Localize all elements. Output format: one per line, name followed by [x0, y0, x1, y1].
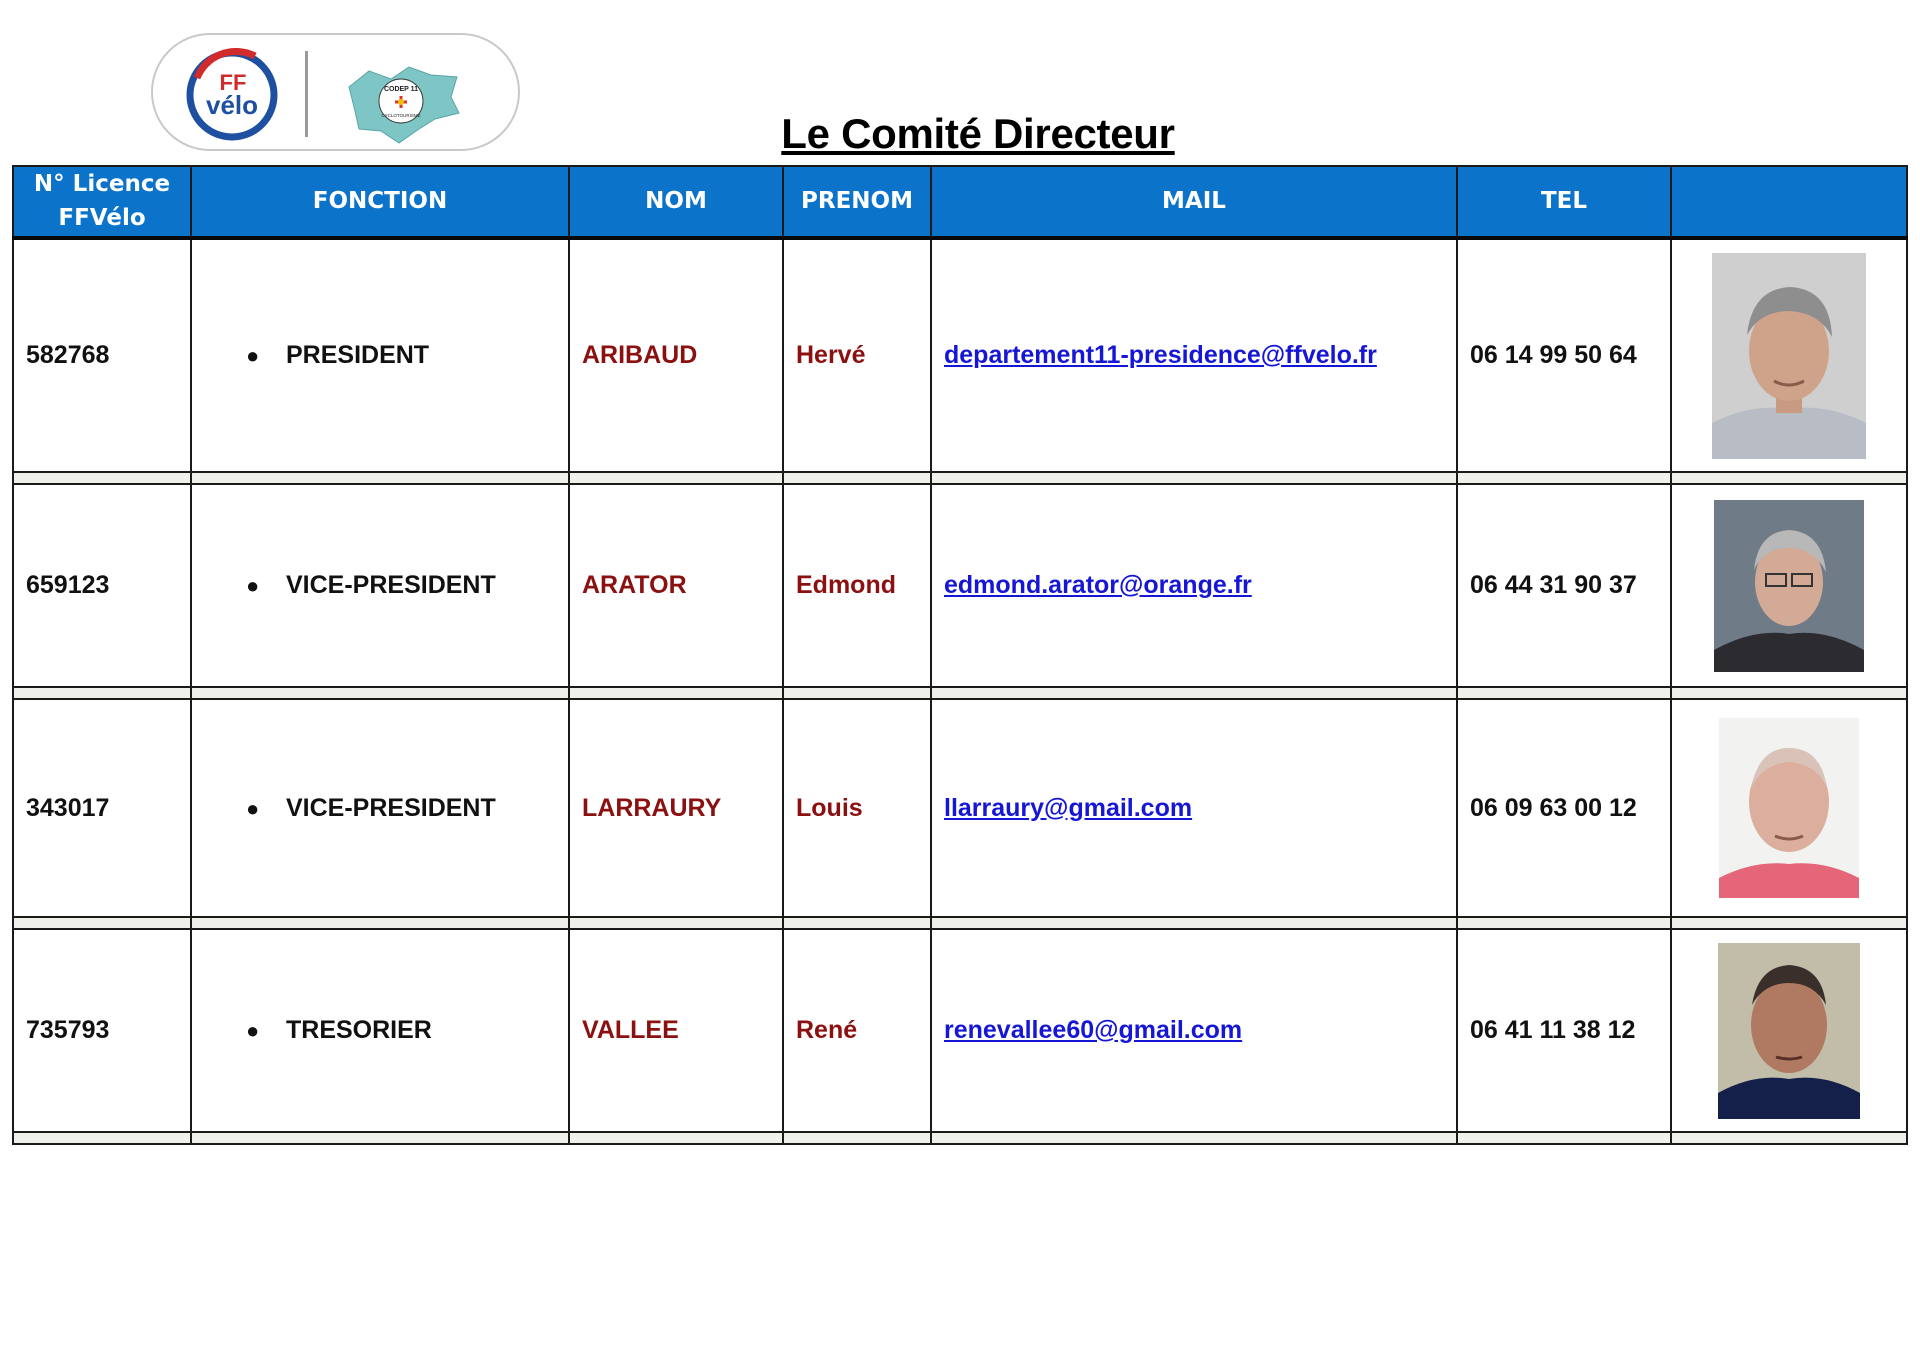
- header-photo: [1671, 166, 1907, 238]
- codep-logo-text: CODEP 11: [383, 86, 419, 93]
- fonction-label: PRESIDENT: [286, 341, 430, 369]
- nom-cell: LARRAURY: [569, 699, 783, 917]
- fonction-cell: [191, 699, 569, 917]
- table-row: [13, 484, 1907, 687]
- bullet-icon: ●: [246, 795, 260, 821]
- fonction-cell: [191, 238, 569, 472]
- fonction-label: VICE-PRESIDENT: [286, 793, 496, 822]
- photo-cell: [1671, 484, 1907, 687]
- prenom-cell: Edmond: [783, 484, 931, 687]
- licence-cell: 659123: [13, 484, 191, 687]
- header-licence: [13, 166, 191, 238]
- row-spacer: [13, 687, 1907, 699]
- codep-logo: [339, 57, 467, 145]
- bullet-icon: ●: [246, 573, 260, 598]
- fonction-label: VICE-PRESIDENT: [286, 571, 496, 599]
- nom-cell: ARATOR: [569, 484, 783, 687]
- codep-logo-subtext: CYCLOTOURISME: [381, 113, 421, 118]
- fonction-cell: [191, 484, 569, 687]
- mail-cell: [931, 699, 1457, 917]
- fonction-cell: [191, 929, 569, 1132]
- mail-cell: [931, 929, 1457, 1132]
- licence-cell: 582768: [13, 238, 191, 472]
- logo-banner: [151, 33, 520, 151]
- photo-cell: [1671, 929, 1907, 1132]
- table-row: [13, 699, 1907, 917]
- tel-cell: 06 41 11 38 12: [1457, 929, 1671, 1132]
- header-tel: TEL: [1457, 166, 1671, 238]
- logo-divider: [305, 51, 308, 137]
- mail-link[interactable]: departement11-presidence@ffvelo.fr: [944, 341, 1377, 369]
- photo-cell: [1671, 238, 1907, 472]
- nom-cell: ARIBAUD: [569, 238, 783, 472]
- committee-table: [12, 165, 1908, 1145]
- nom-cell: VALLEE: [569, 929, 783, 1132]
- tel-cell: 06 14 99 50 64: [1457, 238, 1671, 472]
- ffvelo-logo: [185, 48, 279, 142]
- page-title: Le Comité Directeur: [781, 110, 1175, 157]
- header-licence-line1: N° Licence: [33, 171, 171, 198]
- row-spacer: [13, 917, 1907, 929]
- row-spacer: [13, 472, 1907, 484]
- header-prenom: PRENOM: [783, 166, 931, 238]
- bullet-icon: ●: [246, 1018, 260, 1043]
- table-header-row: [13, 166, 1907, 238]
- portrait-photo-1: [1712, 253, 1866, 459]
- ffvelo-logo-top: FF: [219, 70, 247, 95]
- header-licence-line2: FFVélo: [58, 204, 146, 231]
- licence-cell: 735793: [13, 929, 191, 1132]
- mail-link[interactable]: edmond.arator@orange.fr: [944, 571, 1252, 599]
- mail-cell: [931, 484, 1457, 687]
- bullet-icon: ●: [246, 343, 260, 368]
- prenom-cell: René: [783, 929, 931, 1132]
- header-fonction: FONCTION: [191, 166, 569, 238]
- header-nom: NOM: [569, 166, 783, 238]
- mail-link[interactable]: llarraury@gmail.com: [944, 793, 1193, 822]
- portrait-photo-3: [1719, 718, 1859, 898]
- tel-cell: 06 44 31 90 37: [1457, 484, 1671, 687]
- mail-link[interactable]: renevallee60@gmail.com: [944, 1016, 1243, 1044]
- mail-cell: [931, 238, 1457, 472]
- row-spacer: [13, 1132, 1907, 1144]
- licence-cell: 343017: [13, 699, 191, 917]
- fonction-label: TRESORIER: [286, 1016, 432, 1044]
- prenom-cell: Hervé: [783, 238, 931, 472]
- prenom-cell: Louis: [783, 699, 931, 917]
- portrait-photo-4: [1718, 943, 1860, 1119]
- tel-cell: 06 09 63 00 12: [1457, 699, 1671, 917]
- table-row: [13, 238, 1907, 472]
- header-mail: MAIL: [931, 166, 1457, 238]
- photo-cell: [1671, 699, 1907, 917]
- ffvelo-logo-bottom: vélo: [205, 90, 259, 120]
- table-row: [13, 929, 1907, 1132]
- portrait-photo-2: [1714, 500, 1864, 672]
